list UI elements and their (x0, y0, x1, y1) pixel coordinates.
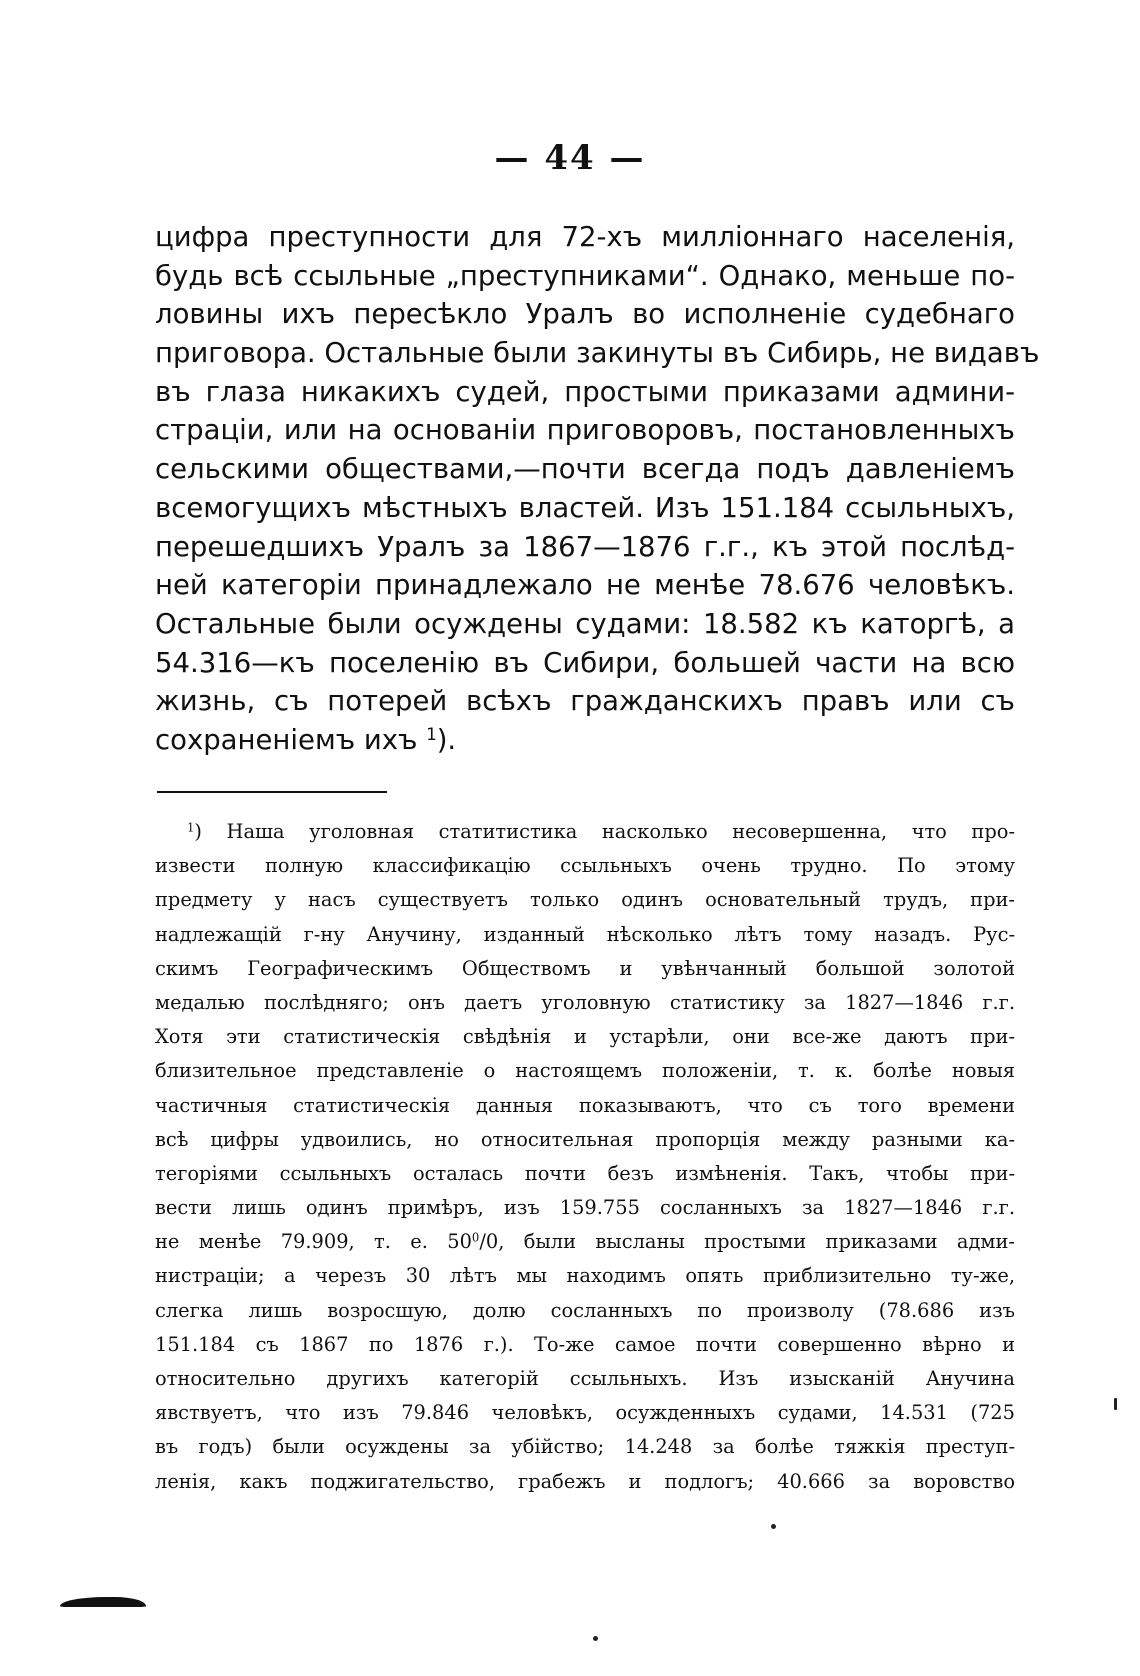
footnote-line: въ годъ) были осуждены за убійство; 14.248 за болѣе тяжкія преступ- (155, 1435, 1015, 1459)
ink-speck (1114, 1398, 1117, 1410)
footnote-line: тегоріями ссыльныхъ осталась почти безъ измѣненія. Такъ, чтобы при- (155, 1161, 1015, 1185)
footnote-line: частичныя статистическія данныя показываютъ, что съ того времени (155, 1093, 1015, 1117)
main-text-line: цифра преступности для 72-хъ милліоннаго населенія, (155, 221, 1015, 253)
footnote-line: 151.184 съ 1867 по 1876 г.). То-же самое почти совершенно вѣрно и (155, 1332, 1015, 1356)
footnote-line: скимъ Географическимъ Обществомъ и увѣнчанный большой золотой (155, 956, 1015, 980)
main-text-block (155, 218, 1040, 760)
percent-line-after: , были высланы простыми приказами адми- (498, 1230, 1015, 1254)
main-text-line: сельскими обществами,—почти всегда подъ давленіемъ (155, 453, 1015, 486)
percent-sub: /0 (479, 1230, 499, 1254)
main-text-line: Остальные были осуждены судами: 18.582 къ каторгѣ, а (155, 607, 1015, 640)
main-text-line: приговора. Остальные были закинуты въ Сибирь, не видавъ (155, 337, 1040, 370)
main-text-line: жизнь, съ потерей всѣхъ гражданскихъ правъ или съ (155, 685, 1015, 718)
footnote-reference-marker: 1 (426, 724, 437, 744)
footnote-line: нистраціи; а черезъ 30 лѣтъ мы находимъ опять приблизительно ту-же, (155, 1264, 1015, 1288)
last-line-text: сохраненіемъ ихъ (155, 723, 427, 756)
last-line-end: ). (436, 723, 457, 756)
footnote-percent-line (155, 1225, 1015, 1259)
footnote-line: близительное представленіе о настоящемъ положеніи, т. к. болѣе новыя (155, 1059, 1015, 1083)
footnote-line: слегка лишь возросшую, долю сосланныхъ по произволу (78.686 изъ (155, 1298, 1015, 1322)
footnote-line: вести лишь одинъ примѣръ, изъ 159.755 сосланныхъ за 1827—1846 г.г. (155, 1196, 1015, 1220)
percent-line-before: не менѣе 79.909, т. е. 50 (155, 1230, 472, 1254)
footnote-line: всѣ цифры удвоились, но относительная пропорція между разными ка- (155, 1127, 1015, 1151)
ink-speck (593, 1636, 598, 1641)
footnote-block (155, 815, 1015, 1499)
footnote-line: Хотя эти статистическія свѣдѣнія и устарѣли, они все-же даютъ при- (155, 1025, 1015, 1049)
main-text-line: будь всѣ ссыльные „преступниками“. Однако, меньше по- (155, 259, 1015, 292)
footnote-line: предмету у насъ существуетъ только одинъ основательный трудъ, при- (155, 888, 1015, 912)
footnote-line: ленія, какъ поджигательство, грабежъ и подлогъ; 40.666 за воровство (155, 1469, 1015, 1493)
main-text-last-line (155, 721, 1015, 760)
page-number: — 44 — (494, 138, 646, 178)
footnote-first-line-text: ) Наша уголовная статитистика насколько несовершенна, что про- (194, 820, 1015, 843)
footnote-divider (157, 791, 387, 793)
main-text-line: 54.316—къ поселенію въ Сибири, большей части на всю (155, 646, 1015, 679)
footnote-first-line (155, 815, 1015, 849)
footnote-marker: 1 (187, 820, 195, 835)
main-text-line: ней категоріи принадлежало не менѣе 78.676 человѣкъ. (155, 569, 1015, 602)
main-text-line: ловины ихъ пересѣкло Уралъ во исполненіе судебнаго (155, 298, 1015, 331)
footnote-line: медалью послѣдняго; онъ даетъ уголовную статистику за 1827—1846 г.г. (155, 990, 1015, 1014)
main-text-line: перешедшихъ Уралъ за 1867—1876 г.г., къ этой послѣд- (155, 530, 1015, 563)
footnote-line: относительно другихъ категорій ссыльныхъ. Изъ изысканій Анучина (155, 1367, 1015, 1390)
footnote-line: извести полную классификацію ссыльныхъ очень трудно. По этому (155, 854, 1015, 878)
footnote-line: надлежащій г-ну Анучину, изданный нѣсколько лѣтъ тому назадъ. Рус- (155, 922, 1015, 946)
main-text-line: въ глаза никакихъ судей, простыми приказами админи- (155, 375, 1015, 408)
percent-sup: 0 (471, 1230, 480, 1245)
main-text-line: всемогущихъ мѣстныхъ властей. Изъ 151.184 ссыльныхъ, (155, 491, 1015, 524)
main-text-line: страціи, или на основаніи приговоровъ, постановленныхъ (155, 414, 1015, 447)
ink-speck (771, 1524, 776, 1529)
footnote-line: явствуетъ, что изъ 79.846 человѣкъ, осужденныхъ судами, 14.531 (725 (155, 1401, 1015, 1425)
ink-smudge (60, 1597, 146, 1607)
